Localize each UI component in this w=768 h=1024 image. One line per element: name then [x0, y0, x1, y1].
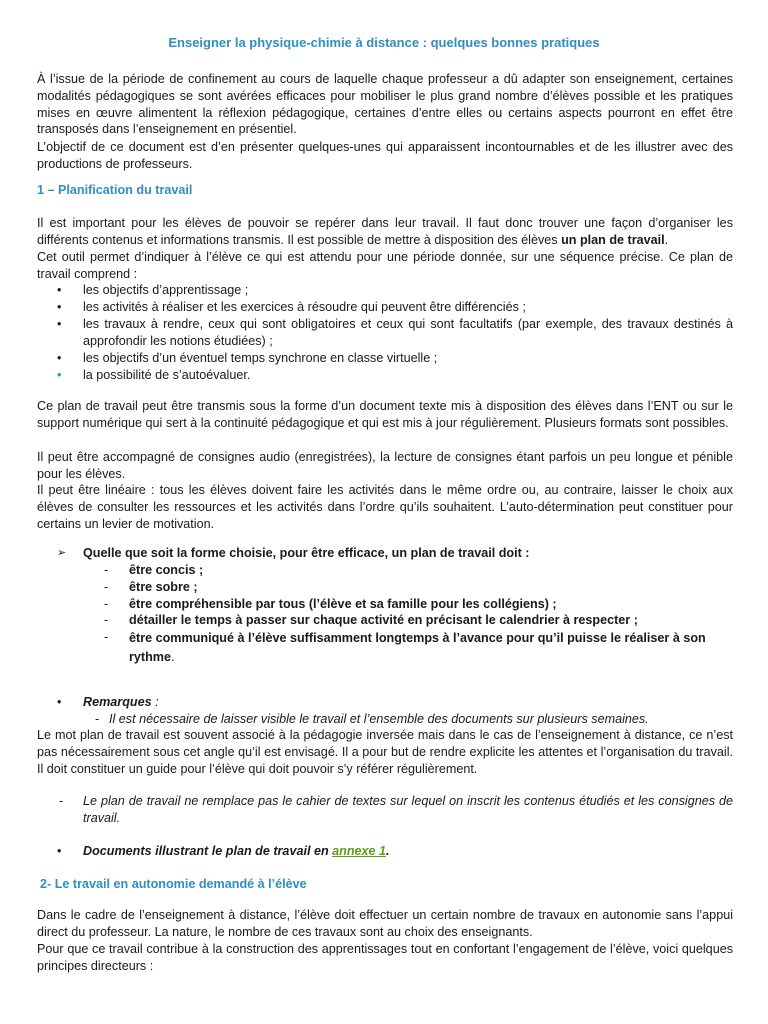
list-item: les travaux à rendre, ceux qui sont obligatoires et ceux qui sont facultatifs (par exemple, des travaux destinés à approfondir les notions étudiées) ; — [83, 317, 733, 348]
intro-paragraph-1: À l’issue de la période de confinement au cours de laquelle chaque professeur a dû adapter son enseignement, certaines modalités pédagogiques se sont avérées efficaces pour mobiliser le plus grand nombre d’élèves possible et les pratiques mises en œuvre alimentent la réflexion pédagogique, certaines d’entre elles ou certains aspects pourront en effet être transposés dans l’enseignement en présentiel. — [37, 72, 733, 137]
dash-icon: - — [104, 613, 109, 627]
plan-requirements-intro: Quelle que soit la forme choisie, pour être efficace, un plan de travail doit : — [83, 546, 530, 560]
remarks-heading — [83, 694, 733, 711]
section-2-heading: 2- Le travail en autonomie demandé à l’élève — [40, 877, 307, 891]
remarks-label: Remarques — [83, 695, 152, 709]
remarks-colon: : — [151, 695, 159, 709]
bullet-icon: • — [57, 351, 62, 365]
bullet-icon: • — [57, 317, 62, 331]
paragraph-end: . — [664, 232, 669, 247]
paragraph-text: Il est important pour les élèves de pouvoir se repérer dans leur travail. Il faut donc trouver une façon d’organiser les différents contenus et informations transmis. Il est possible de mettre à disposition des élèves — [37, 216, 733, 247]
section-2-paragraph-1: Dans le cadre de l’enseignement à distance, l’élève doit effectuer un certain nombre de travaux en autonomie sans l’appui direct du professeur. La nature, le nombre de ces travaux sont au choix des enseignants. — [37, 908, 733, 939]
annex-reference — [83, 843, 733, 860]
dash-icon: - — [104, 630, 109, 644]
list-item: les objectifs d’un éventuel temps synchrone en classe virtuelle ; — [83, 351, 438, 365]
list-item: les activités à réaliser et les exercices à résoudre qui peuvent être différenciés ; — [83, 300, 526, 314]
requirement-text: être communiqué à l’élève suffisamment longtemps à l’avance pour qu’il puisse le réaliser à son rythme — [129, 631, 706, 664]
section-1-paragraph-5: Il peut être linéaire : tous les élèves doivent faire les activités dans le même ordre ou, au contraire, laisser le choix aux élèves de consulter les ressources et les activités dans l’ordre qu’ils souhaitent. L’auto-détermination peut constituer pour certains un levier de motivation. — [37, 483, 733, 531]
arrow-bullet-icon: ➢ — [57, 547, 67, 559]
list-item: les objectifs d’apprentissage ; — [83, 283, 249, 297]
bullet-icon: • — [57, 695, 62, 709]
section-1-paragraph-1 — [37, 215, 733, 249]
annex-1-link[interactable]: annexe 1 — [332, 844, 387, 858]
section-1-paragraph-4: Il peut être accompagné de consignes audio (enregistrées), la lecture de consignes étant parfois un peu longue et pénible pour les élèves. — [37, 450, 733, 481]
list-item: la possibilité de s’autoévaluer. — [83, 368, 251, 382]
remark-item: Le plan de travail ne remplace pas le cahier de textes sur lequel on inscrit les contenus étudiés et les consignes de travail. — [83, 794, 733, 825]
dash-icon: - — [104, 563, 109, 577]
section-1-paragraph-6: Le mot plan de travail est souvent associé à la pédagogie inversée mais dans le cas de l’enseignement à distance, ce n’est pas nécessairement sous cet angle qu’il est envisagé. Il a pour but de rendre explicite les attentes et l’organisation du travail. Il doit constituer un guide pour l’élève qui doit pouvoir s’y référer régulièrement. — [37, 728, 733, 776]
requirement-item: être compréhensible par tous (l’élève et sa famille pour les collégiens) ; — [129, 597, 557, 611]
remark-item: Il est nécessaire de laisser visible le travail et l’ensemble des documents sur plusieurs semaines. — [109, 712, 649, 726]
section-2-paragraph-2: Pour que ce travail contribue à la construction des apprentissages tout en confortant l’engagement de l’élève, voici quelques principes directeurs : — [37, 942, 733, 973]
page-title: Enseigner la physique-chimie à distance : quelques bonnes pratiques — [168, 35, 600, 50]
bullet-icon: • — [57, 368, 62, 382]
section-1-paragraph-2: Cet outil permet d’indiquer à l’élève ce qui est attendu pour une période donnée, sur une séquence précise. Ce plan de travail comprend : — [37, 250, 733, 281]
section-1-paragraph-3: Ce plan de travail peut être transmis sous la forme d’un document texte mis à disposition des élèves dans l’ENT ou sur le support numérique qui sert à la continuité pédagogique et qui est mis à jour régulièrement. Plusieurs formats sont possibles. — [37, 399, 733, 430]
bullet-icon: • — [57, 844, 62, 858]
annex-end: . — [386, 844, 390, 858]
bullet-icon: • — [57, 283, 62, 297]
annex-text: Documents illustrant le plan de travail en — [83, 844, 333, 858]
dash-icon: - — [104, 597, 109, 611]
dash-icon: - — [95, 712, 100, 726]
requirement-item — [129, 629, 729, 667]
requirement-item: être concis ; — [129, 563, 204, 577]
requirement-item: être sobre ; — [129, 580, 198, 594]
requirement-item: détailler le temps à passer sur chaque activité en précisant le calendrier à respecter ; — [129, 613, 638, 627]
section-1-heading: 1 – Planification du travail — [37, 183, 193, 197]
bullet-icon: • — [57, 300, 62, 314]
bold-phrase: un plan de travail — [561, 232, 665, 247]
dash-icon: - — [104, 580, 109, 594]
intro-paragraph-2: L’objectif de ce document est d’en présenter quelques-unes qui apparaissent incontournables et de les illustrer avec des productions de professeurs. — [37, 140, 733, 171]
dash-icon: - — [59, 794, 64, 808]
requirement-end: . — [171, 650, 175, 664]
